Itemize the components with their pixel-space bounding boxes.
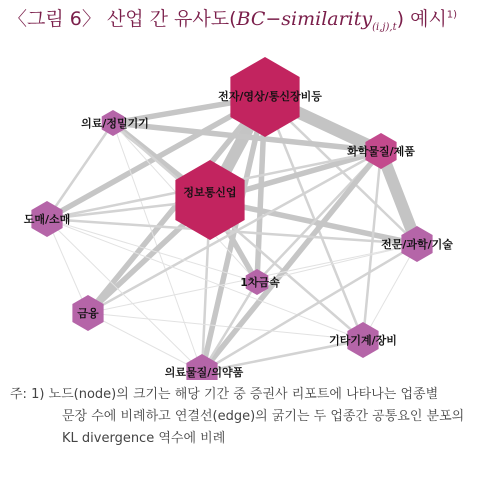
node-machinery bbox=[329, 322, 397, 358]
footnote-line-3: KL divergence 역수에 비례 bbox=[62, 431, 226, 446]
title-suffix: 예시 bbox=[404, 8, 447, 30]
title-formula: BC−similarity bbox=[236, 8, 373, 30]
footnote-line-1: 주: 1) 노드(node)의 크기는 해당 기간 중 증권사 리포트에 나타나는 업종별 bbox=[10, 387, 439, 402]
node-professional bbox=[381, 226, 453, 262]
title-subscript: (i,j),t bbox=[372, 21, 397, 33]
node-label: 의료/정밀기기 bbox=[81, 117, 149, 130]
node-label: 정보통신업 bbox=[183, 186, 237, 199]
node-electronics bbox=[218, 57, 322, 137]
node-label: 1차금속 bbox=[240, 276, 280, 289]
node-label: 전문/과학/기술 bbox=[381, 238, 453, 251]
node-pharma bbox=[165, 354, 244, 380]
node-label: 기타기계/장비 bbox=[329, 334, 397, 347]
node-medical_precision bbox=[81, 110, 149, 136]
node-label: 화학물질/제품 bbox=[347, 145, 415, 158]
node-metal bbox=[240, 269, 280, 295]
node-wholesale bbox=[23, 201, 71, 237]
title-close: ) bbox=[396, 8, 405, 30]
node-label: 도매/소매 bbox=[23, 213, 71, 226]
node-label: 금융 bbox=[77, 307, 99, 320]
network-diagram bbox=[0, 50, 499, 380]
title-superscript: 1) bbox=[446, 9, 458, 21]
edge-chemical-machinery bbox=[363, 151, 381, 340]
edge-finance-machinery bbox=[88, 313, 363, 340]
edge-professional-pharma bbox=[202, 244, 417, 372]
title-prefix: 〈그림 6〉 산업 간 유사도( bbox=[8, 8, 237, 30]
node-label: 의료물질/의약품 bbox=[164, 366, 244, 379]
footnote-line-2: 문장 수에 비례하고 연결선(edge)의 굵기는 두 업종간 공통요인 분포의 bbox=[62, 409, 465, 424]
footnote bbox=[10, 384, 490, 450]
node-label: 전자/영상/통신장비등 bbox=[218, 90, 322, 103]
edge-finance-pharma bbox=[88, 313, 202, 372]
figure-title bbox=[8, 4, 457, 33]
edge-medical_precision-wholesale bbox=[47, 123, 113, 219]
